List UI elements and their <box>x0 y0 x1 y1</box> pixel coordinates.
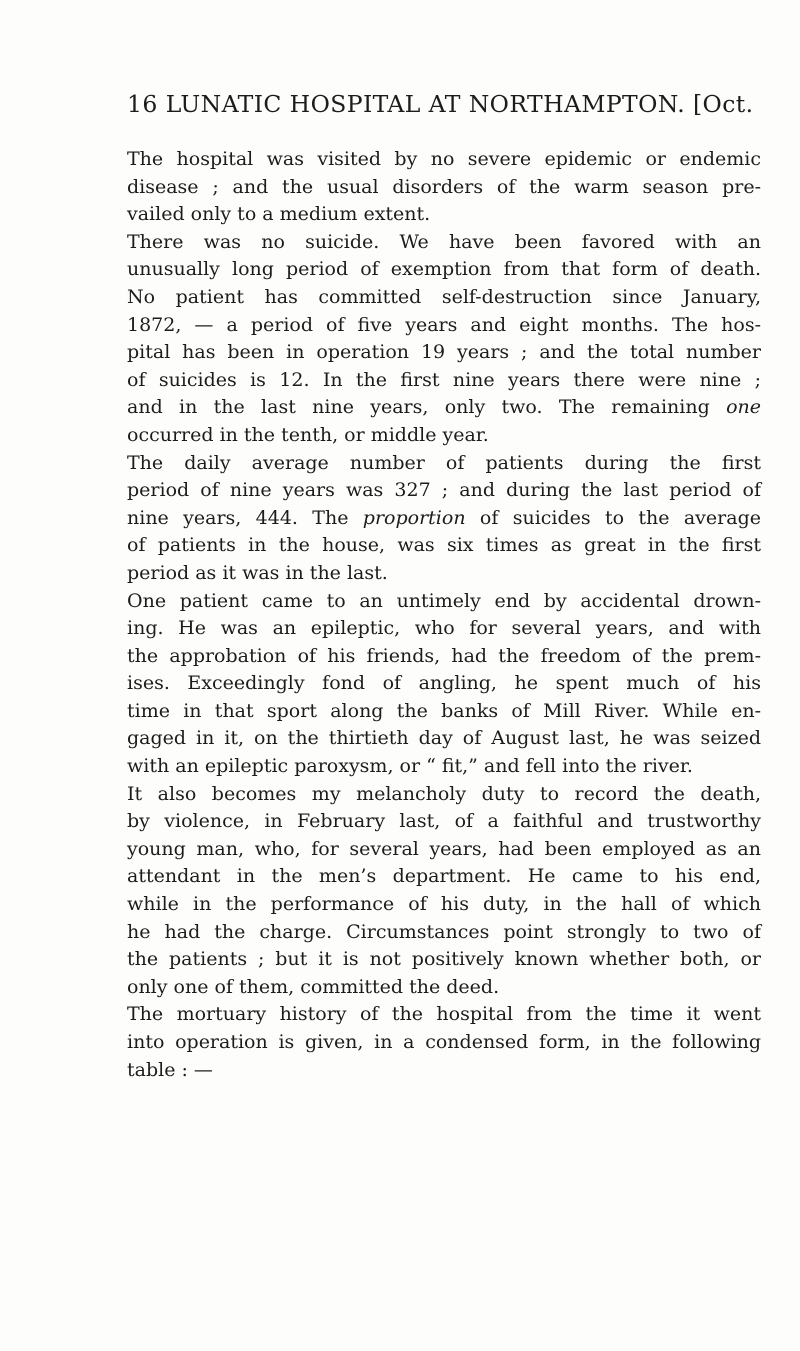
text-line: pital has been in operation 19 years ; and the total number <box>127 341 761 364</box>
paragraph-epidemic <box>127 146 761 229</box>
text-line: ises. Exceedingly fond of angling, he spent much of his <box>127 672 761 695</box>
text-line: young man, who, for several years, had been employed as an <box>127 837 761 860</box>
paragraph-drowning <box>127 588 761 781</box>
text-line: into operation is given, in a condensed form, in the following <box>127 1031 761 1053</box>
text-line: the patients ; but it is not positively known whether both, or <box>127 948 761 971</box>
text-line: There was no suicide. We have been favored with an <box>127 230 761 253</box>
text-line: the approbation of his friends, had the freedom of the prem- <box>127 644 761 667</box>
text-line: with an epileptic paroxysm, or “ fit,” and fell into the river. <box>127 755 693 778</box>
text-line: of suicides is 12. In the first nine years there were nine ; <box>127 368 761 391</box>
text-line: One patient came to an untimely end by accidental drown- <box>127 589 761 612</box>
paragraph-mortuary-history <box>127 1001 761 1084</box>
italic-word: proportion <box>362 506 466 529</box>
text-line: only one of them, committed the deed. <box>127 975 500 998</box>
text-segment: and in the last nine years, only two. The remaining <box>127 396 710 419</box>
page-number: 16 <box>127 90 158 118</box>
running-title: LUNATIC HOSPITAL AT NORTHAMPTON. [Oct. <box>165 90 754 118</box>
text-line <box>127 394 761 422</box>
text-line: disease ; and the usual disorders of the warm season pre- <box>127 175 761 198</box>
text-line: 1872, — a period of five years and eight months. The hos- <box>127 313 761 336</box>
text-line: attendant in the men’s department. He came to his end, <box>127 865 761 888</box>
text-line: The mortuary history of the hospital from the time it went <box>127 1003 761 1026</box>
text-line: table : — <box>127 1058 213 1081</box>
text-line: by violence, in February last, of a faithful and trustworthy <box>127 810 761 833</box>
text-line: gaged in it, on the thirtieth day of August last, he was seized <box>127 727 761 750</box>
text-line: period as it was in the last. <box>127 561 388 584</box>
text-line: The daily average number of patients during the first <box>127 451 761 474</box>
text-line: The hospital was visited by no severe epidemic or endemic <box>127 148 761 170</box>
text-line: vailed only to a medium extent. <box>127 203 431 226</box>
text-line <box>127 505 761 533</box>
paragraph-suicide <box>127 229 761 450</box>
paragraph-daily-average <box>127 450 761 588</box>
text-line: No patient has committed self-destruction since January, <box>127 285 761 308</box>
text-line: time in that sport along the banks of Mill River. While en- <box>127 699 761 722</box>
text-line: of patients in the house, was six times as great in the first <box>127 534 761 557</box>
text-line: It also becomes my melancholy duty to record the death, <box>127 782 761 805</box>
body-text <box>127 146 761 1084</box>
text-segment: of suicides to the average <box>479 506 761 529</box>
text-line: ing. He was an epileptic, who for several years, and with <box>127 617 761 640</box>
paragraph-attendant-death <box>127 781 761 1002</box>
text-line: unusually long period of exemption from that form of death. <box>127 258 761 281</box>
text-line: while in the performance of his duty, in the hall of which <box>127 893 761 916</box>
text-line: occurred in the tenth, or middle year. <box>127 423 489 446</box>
text-segment: nine years, 444. The <box>127 506 349 529</box>
text-line: period of nine years was 327 ; and during the last period of <box>127 479 761 502</box>
running-head <box>127 90 767 118</box>
text-line: he had the charge. Circumstances point strongly to two of <box>127 920 761 943</box>
italic-word: one <box>726 396 762 419</box>
